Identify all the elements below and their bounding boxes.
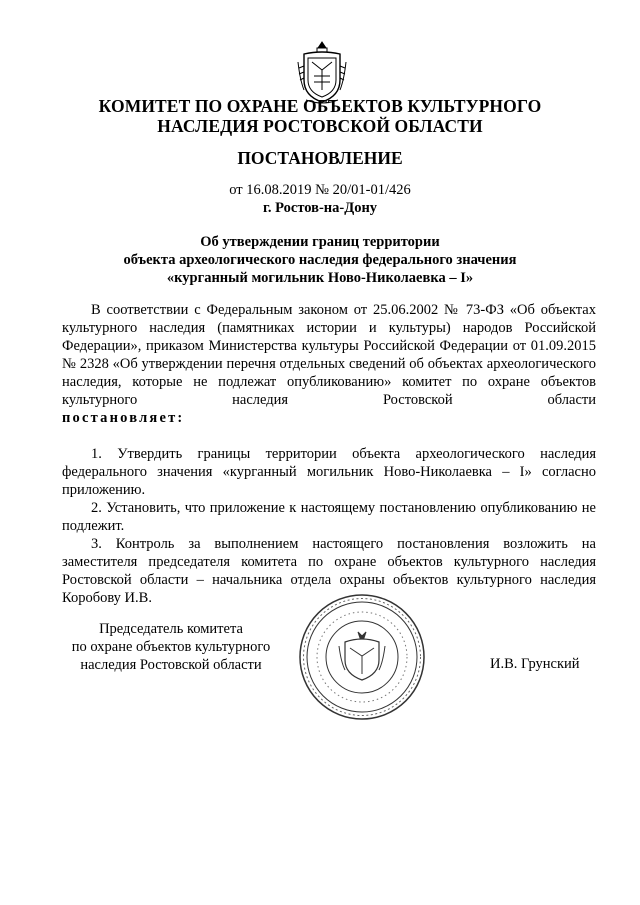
- subject-line3: «курганный могильник Ново-Николаевка – I»: [166, 270, 474, 286]
- subject-line1: Об утверждении границ территории: [200, 234, 440, 250]
- preamble-text: В соответствии с Федеральным законом от 25.06.2002 № 73-ФЗ «Об объектах культурного наследия (памятниках истории и культуры) народов Российской Федерации», приказом Министерства культуры Российской Федерации от 01.09.2015 № 2328 «Об утверждении перечня отдельных сведений об объектах археологического наследия, которые не подлежат опубликованию» комитет по охране объектов культурного наследия Ростовской области: [62, 302, 596, 408]
- signature-title-line2: по охране объектов культурного: [71, 639, 271, 655]
- signatory-name: И.В. Грунский: [490, 656, 580, 672]
- list-item: 3. Контроль за выполнением настоящего постановления возложить на заместителя председателя комитета по охране объектов культурного наследия Ростовской области – начальника отдела охраны объектов культурного наследия Коробову И.В.: [62, 536, 596, 606]
- document-type: ПОСТАНОВЛЕНИЕ: [237, 148, 403, 168]
- decree-word: постановляет:: [62, 410, 185, 426]
- decree-items: [62, 445, 596, 607]
- list-item: 2. Установить, что приложение к настоящему постановлению опубликованию не подлежит.: [62, 500, 596, 534]
- signature-title-line1: Председатель комитета: [99, 621, 243, 637]
- signature-title: [62, 620, 280, 674]
- list-item: 1. Утвердить границы территории объекта археологического наследия федерального значения «курганный могильник Ново-Николаевка – I» согласно приложению.: [62, 446, 596, 498]
- preamble: [62, 301, 596, 409]
- subject-line2: объекта археологического наследия федерального значения: [123, 252, 517, 268]
- official-seal-icon: [297, 592, 427, 722]
- document-city: г. Ростов-на-Дону: [262, 200, 378, 216]
- organization-name-line1: КОМИТЕТ ПО ОХРАНЕ ОБЪЕКТОВ КУЛЬТУРНОГО: [98, 96, 542, 116]
- organization-name-line2: НАСЛЕДИЯ РОСТОВСКОЙ ОБЛАСТИ: [157, 116, 483, 136]
- document-date-number: от 16.08.2019 № 20/01-01/426: [229, 182, 411, 198]
- signature-title-line3: наследия Ростовской области: [80, 657, 262, 673]
